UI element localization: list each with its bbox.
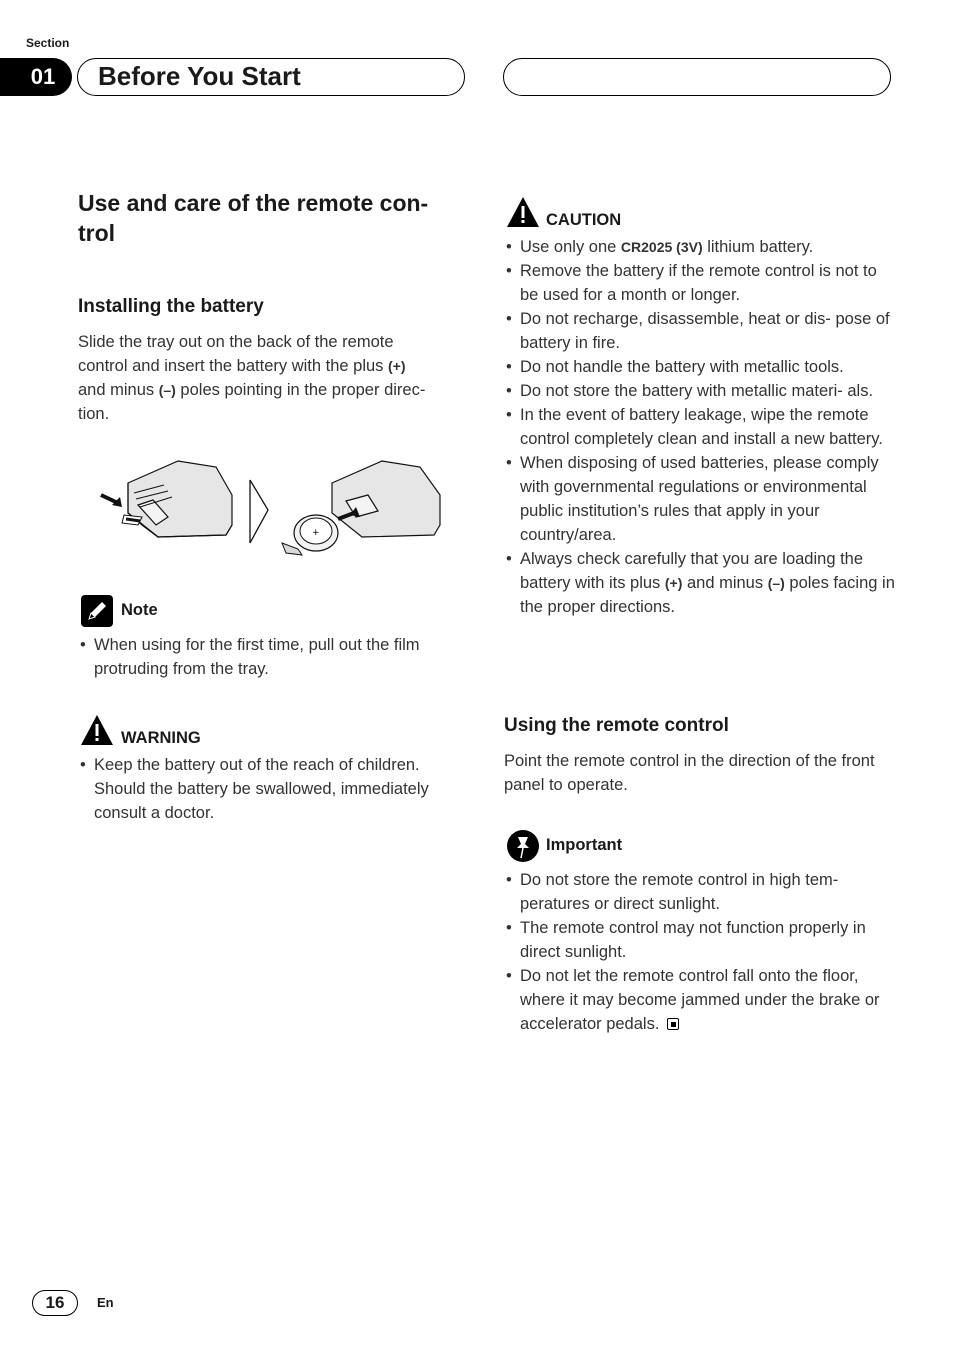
minus-symbol: (–) (158, 382, 176, 398)
caution-list (504, 235, 896, 619)
installing-text (78, 330, 478, 426)
list-item: • Do not store the remote control in high tem- peratures or direct sunlight. (504, 868, 896, 916)
header-empty-frame (503, 58, 891, 96)
list-item: • Remove the battery if the remote control is not to be used for a month or longer. (504, 259, 896, 307)
list-item (504, 964, 896, 1036)
section-heading (78, 188, 468, 248)
list-item: • Do not recharge, disassemble, heat or dis- pose of battery in fire. (504, 307, 896, 355)
section-label: Section (26, 36, 70, 50)
list-item: • When using for the first time, pull out the film protruding from the tray. (78, 633, 468, 681)
plus-symbol: (+) (388, 358, 406, 374)
text-run: Use only one (520, 238, 621, 256)
section-number: 01 (0, 58, 72, 96)
end-of-section-icon (667, 1018, 679, 1030)
plus-symbol: (+) (664, 575, 683, 591)
installing-text-line (78, 354, 478, 378)
note-list (78, 633, 468, 681)
list-item (504, 547, 896, 619)
section-heading-line-2: trol (78, 220, 116, 246)
warning-label: WARNING (121, 729, 201, 747)
text-run: Always check carefully that you are loading the battery with its plus (520, 550, 864, 592)
important-list (504, 868, 896, 1036)
svg-text:+: + (312, 528, 320, 538)
important-label: Important (546, 836, 623, 854)
using-heading: Using the remote control (504, 715, 729, 736)
list-item: • Do not store the battery with metallic materi- als. (504, 379, 896, 403)
text-run: and minus (78, 381, 159, 399)
text-run: lithium battery. (702, 238, 814, 256)
list-item: • Do not handle the battery with metallic tools. (504, 355, 896, 379)
list-item: • In the event of battery leakage, wipe the remote control completely clean and install a new battery. (504, 403, 896, 451)
using-text: Point the remote control in the direction of the front panel to operate. (504, 752, 875, 794)
minus-symbol: (–) (767, 575, 785, 591)
installing-heading: Installing the battery (78, 296, 264, 317)
list-item: • The remote control may not function properly in direct sunlight. (504, 916, 896, 964)
section-heading-line-1: Use and care of the remote con- (78, 190, 429, 216)
text-run: and minus (682, 574, 768, 592)
warning-triangle-icon (80, 714, 114, 746)
text-run: Do not let the remote control fall onto the floor, where it may become jammed under the brake or accelerator pedals. (520, 967, 880, 1033)
installing-text-line: Slide the tray out on the back of the remote (78, 333, 394, 351)
installing-text-line: tion. (78, 405, 110, 423)
warning-list (78, 753, 470, 825)
language-code: En (97, 1295, 114, 1310)
page-number: 16 (32, 1290, 78, 1316)
caution-triangle-icon (506, 196, 540, 228)
important-pin-icon (506, 829, 540, 863)
page-title: Before You Start (98, 61, 301, 91)
note-pencil-icon (80, 594, 114, 628)
list-item: • Keep the battery out of the reach of children. Should the battery be swallowed, immediately consult a doctor. (78, 753, 470, 825)
caution-label: CAUTION (546, 211, 622, 229)
battery-installation-illustration (98, 455, 448, 565)
note-label: Note (121, 601, 158, 619)
text-run: poles pointing in the proper direc- (175, 381, 426, 399)
installing-text-line (78, 378, 478, 402)
list-item: • When disposing of used batteries, please comply with governmental regulations or environmental public institution’s rules that apply in your country/area. (504, 451, 896, 547)
text-run: poles facing in the proper directions. (520, 574, 895, 616)
text-run: control and insert the battery with the plus (78, 357, 389, 375)
list-item (504, 235, 896, 259)
battery-model: CR2025 (3V) (620, 239, 703, 255)
